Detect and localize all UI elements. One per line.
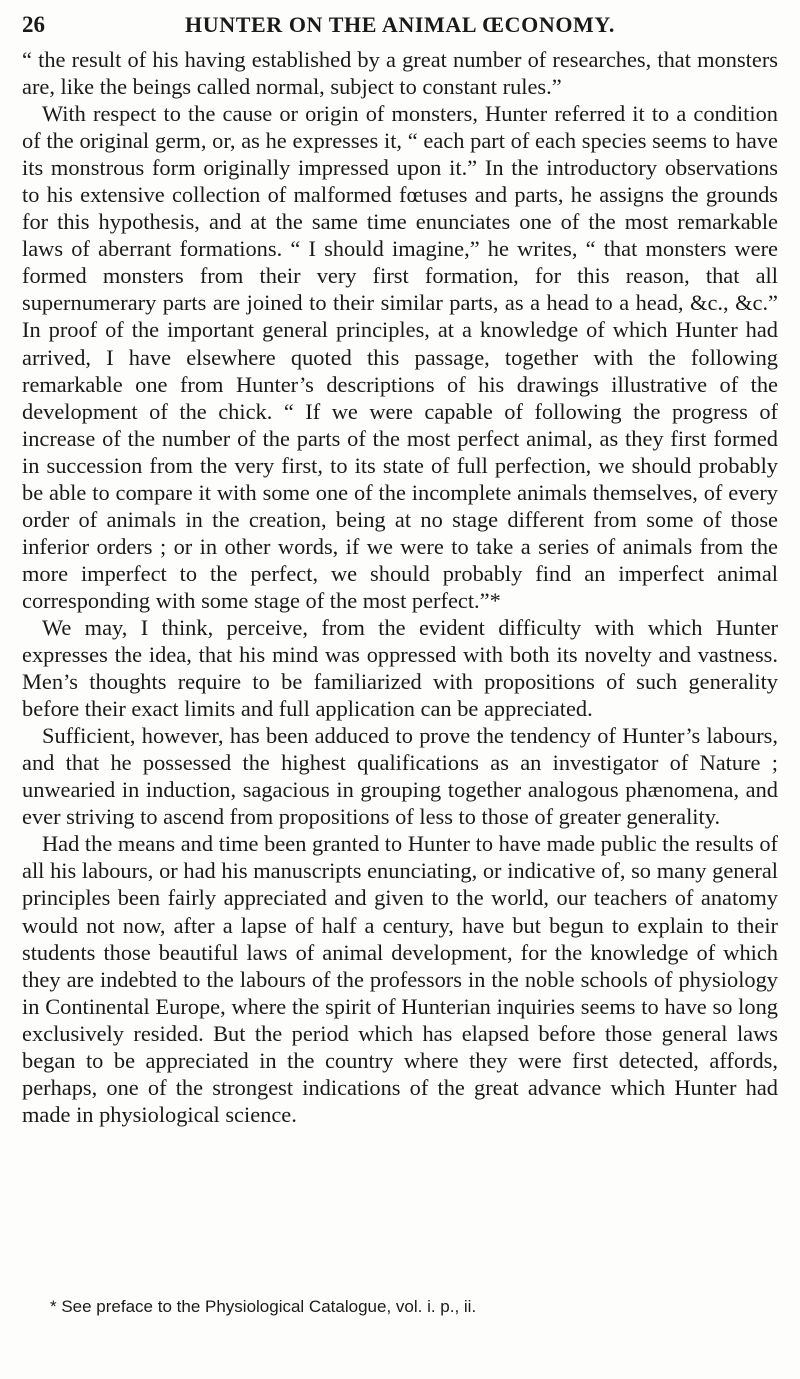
paragraph-means-and-time: Had the means and time been granted to Hunter to have made public the results of all his labours, or had his manuscripts enunciating, or indicative of, so many general principles been fairly appreciated and given to the world, our teachers of anatomy would not now, after a lapse of half a century, have but begun to explain to their students those beautiful laws of animal development, for the knowledge of which they are indebted to the labours of the professors in the noble schools of physiology in Continental Europe, where the spirit of Hunterian inquiries seems to have so long exclusively resided. But the period which has elapsed before those general laws began to be appreciated in the country where they were first detected, affords, perhaps, one of the strongest indications of the great advance which Hunter had made in physiological science. bbox=[22, 831, 778, 1127]
paragraph-novelty: We may, I think, perceive, from the evident difficulty with which Hunter expresses the idea, that his mind was oppressed with both its novelty and vastness. Men’s thoughts require to be familiarized with propositions of such generality before their exact limits and full application can be appreciated. bbox=[22, 614, 778, 722]
page-header bbox=[22, 12, 778, 42]
paragraph-monsters-origin: With respect to the cause or origin of monsters, Hunter referred it to a condition of the original germ, or, as he expresses it, “ each part of each species seems to have its monstrous form originally impressed upon it.” In the introductory observations to his extensive collection of malformed fœtuses and parts, he assigns the grounds for this hypothesis, and at the same time enunciates one of the most remarkable laws of aberrant formations. “ I should imagine,” he writes, “ that monsters were formed monsters from their very first formation, for this reason, that all supernumerary parts are joined to their similar parts, as a head to a head, &c., &c.” In proof of the important general principles, at a knowledge of which Hunter had arrived, I have elsewhere quoted this passage, together with the following remarkable one from Hunter’s descriptions of his drawings illustrative of the development of the chick. “ If we were capable of following the progress of increase of the number of the parts of the most perfect animal, as they first formed in succession from the very first, to its state of full perfection, we should probably be able to compare it with some one of the incomplete animals themselves, of every order of animals in the creation, being at no stage different from some of those inferior orders ; or in other words, if we were to take a series of animals from the more imperfect to the perfect, we should probably find an imperfect animal corresponding with some stage of the most perfect.”* bbox=[22, 101, 778, 613]
paragraph-sufficient: Sufficient, however, has been adduced to prove the tendency of Hunter’s labours, and that he possessed the highest qualifications as an investigator of Nature ; unwearied in induction, sagacious in grouping together analogous phænomena, and ever striving to ascend from propositions of less to those of greater generality. bbox=[22, 723, 778, 830]
paragraph-quote-continuation: “ the result of his having established by a great number of researches, that monsters are, like the beings called normal, subject to constant rules.” bbox=[22, 47, 778, 100]
footnote: * See preface to the Physiological Catalogue, vol. i. p., ii. bbox=[50, 1297, 477, 1316]
running-head: HUNTER ON THE ANIMAL ŒCONOMY. bbox=[185, 12, 615, 37]
body-text bbox=[22, 46, 778, 1128]
page-number: 26 bbox=[22, 12, 45, 37]
